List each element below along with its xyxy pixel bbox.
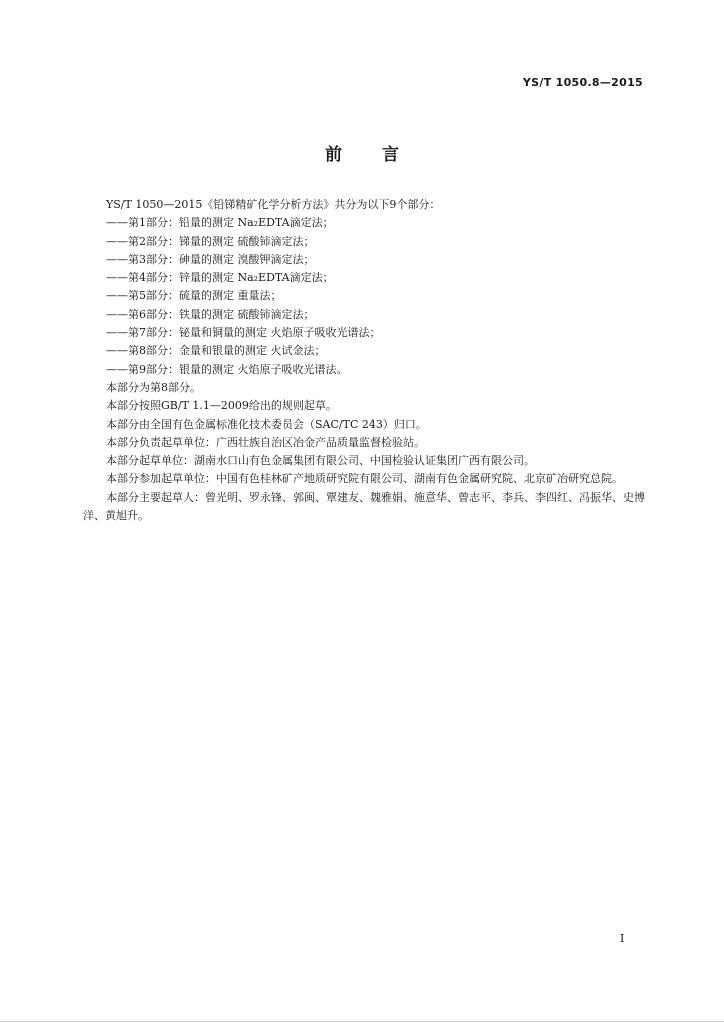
paragraph-drafting-units: 本部分起草单位：湖南水口山有色金属集团有限公司、中国检验认证集团广西有限公司。 <box>106 454 535 468</box>
part-item-7: ——第7部分：铋量和铜量的测定 火焰原子吸收光谱法； <box>106 326 381 340</box>
paragraph-part-number: 本部分为第8部分。 <box>106 380 201 394</box>
paragraph-participating-units: 本部分参加起草单位：中国有色桂林矿产地质研究院有限公司、湖南有色金属研究院、北京矿冶研究总院。 <box>106 472 623 486</box>
intro-line: YS/T 1050—2015《铅锑精矿化学分析方法》共分为以下9个部分： <box>106 198 441 211</box>
paragraph-responsible-unit: 本部分负责起草单位：广西壮族自治区冶金产品质量监督检验站。 <box>106 435 425 449</box>
standard-code: YS/T 1050.8—2015 <box>522 76 643 89</box>
bottom-divider <box>0 1021 724 1022</box>
page-number: I <box>620 932 625 945</box>
paragraph-drafting-rules: 本部分按照GB/T 1.1—2009给出的规则起草。 <box>106 399 337 413</box>
part-item-3: ——第3部分：砷量的测定 溴酸钾滴定法； <box>106 252 315 266</box>
foreword-body <box>83 196 645 525</box>
part-item-9: ——第9部分：银量的测定 火焰原子吸收光谱法。 <box>106 362 348 376</box>
part-item-1: ——第1部分：铅量的测定 Na₂EDTA滴定法； <box>106 216 334 230</box>
part-item-6: ——第6部分：铁量的测定 硫酸铈滴定法； <box>106 307 315 321</box>
part-item-4: ——第4部分：锌量的测定 Na₂EDTA滴定法； <box>106 271 334 285</box>
part-item-5: ——第5部分：硫量的测定 重量法； <box>106 289 282 303</box>
page-title: 前言 <box>325 145 439 165</box>
part-item-2: ——第2部分：锑量的测定 硫酸铈滴定法； <box>106 234 315 248</box>
paragraph-main-drafters: 本部分主要起草人：曾光明、罗永锋、郭闽、覃建友、魏雅娟、施意华、曾志平、李兵、李四红、冯振华、史博洋、黄旭升。 <box>83 490 645 523</box>
paragraph-committee: 本部分由全国有色金属标准化技术委员会（SAC/TC 243）归口。 <box>106 417 427 431</box>
part-item-8: ——第8部分：金量和银量的测定 火试金法； <box>106 344 326 358</box>
